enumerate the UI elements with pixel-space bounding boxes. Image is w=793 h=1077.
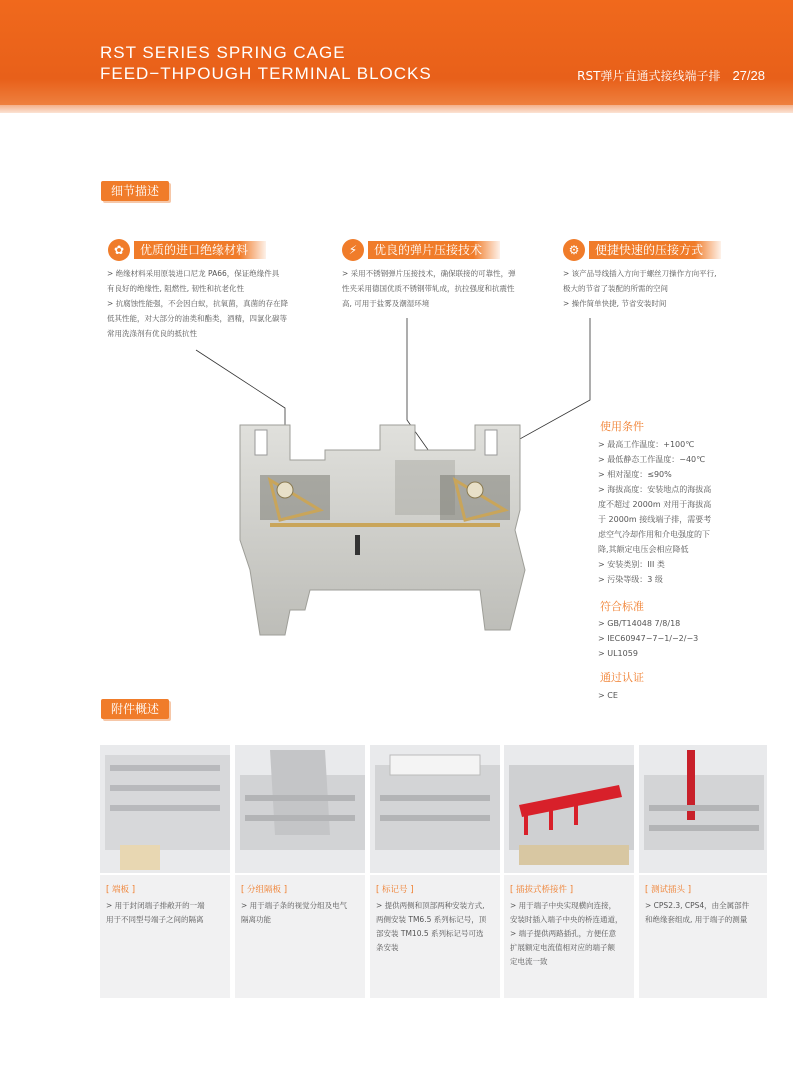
accessory-desc [106,899,224,927]
accessory-title: [ 分组隔板 ] [241,885,288,895]
usage-item: > 海拔高度：安装地点的海拔高 [598,485,712,494]
standards-list [598,616,748,661]
feature-1-line: 有良好的绝缘性, 阻燃性, 韧性和抗老化性 [107,284,245,293]
flame-icon: ✿ [108,239,130,261]
accessory-image-marker [370,745,500,873]
usage-item: 虑空气冷却作用和介电强度的下 [598,530,710,539]
cert-list [598,688,618,703]
accessory-desc [645,899,761,927]
accessory-desc [510,899,628,969]
feature-2-line: > 采用不锈钢弹片压接技术，确保联接的可靠性，弹 [342,269,516,278]
feature-1-line: 常用洗涤剂有优良的抵抗性 [107,329,197,338]
accessory-desc-line: 定电流一致 [510,957,548,966]
accessory-card-test-plug [639,875,767,998]
header-title-line2: FEED−THPOUGH TERMINAL BLOCKS [100,64,432,83]
accessory-title: [ 标记号 ] [376,885,414,895]
accessory-image-end-plate [100,745,230,873]
usage-list [598,437,738,587]
accessory-card-group-separator [235,875,365,998]
accessory-desc [376,899,494,955]
feature-1-title: 优质的进口绝缘材料 [134,241,266,259]
accessory-title: [ 插拔式桥接件 ] [510,885,574,895]
accessory-desc-line: > CPS2.3, CPS4，由全属部件 [645,901,750,910]
accessory-image-test-plug [639,745,767,873]
cert-title: 通过认证 [600,671,644,684]
usage-item: 于 2000m 接线端子排，需要考 [598,515,712,524]
accessory-title: [ 测试插头 ] [645,885,692,895]
standard-item: > GB/T14048 7/8/18 [598,619,681,628]
usage-item: 度不超过 2000m 对用于海拔高 [598,500,712,509]
usage-item: > 最低静态工作温度：−40℃ [598,455,706,464]
cert-item: > CE [598,691,618,700]
accessory-desc-line: 安装时插入端子中央的桥连通道， [510,915,623,924]
accessory-card-end-plate [100,875,230,998]
accessory-desc-line: 用于不同型号端子之间的隔离 [106,915,204,924]
feature-3-title: 便捷快速的压接方式 [589,241,721,259]
page-number: 27/28 [732,68,765,83]
feature-2-line: 高, 可用于盐雾及潮湿环境 [342,299,430,308]
accessory-desc [241,899,359,927]
standards-title: 符合标准 [600,600,644,613]
feature-1-line: > 绝缘材料采用原装进口尼龙 PA66，保证绝缘件具 [107,269,280,278]
accessory-desc-line: 扩展额定电流值相对应的端子额 [510,943,615,952]
accessory-desc-line: > 提供两侧和顶部两种安装方式, [376,901,485,910]
accessory-desc-line: > 用于封闭端子排敞开的一端 [106,901,205,910]
accessory-image-group-separator [235,745,365,873]
accessory-desc-line: > 端子提供两路插孔，方便任意 [510,929,617,938]
standard-item: > UL1059 [598,649,638,658]
accessory-desc-line: 条安装 [376,943,399,952]
usage-item: > 污染等级：3 级 [598,575,663,584]
feature-1-line: > 抗腐蚀性能强，不会因白蚁，抗氧菌，真菌的存在降 [107,299,289,308]
feature-1-line: 低其性能，对大部分的油类和酯类，酒精，四氯化碳等 [107,314,287,323]
accessory-card-bridge [504,875,634,998]
terminal-block-illustration [230,420,530,650]
section-tab-accessories: 附件概述 [101,699,169,719]
accessory-desc-line: > 用于端子中央实现横向连接， [510,901,617,910]
usage-item: > 相对湿度：≤90% [598,470,672,479]
section-tab-detail: 细节描述 [101,181,169,201]
accessory-image-bridge [504,745,634,873]
accessory-desc-line: 隔离功能 [241,915,271,924]
header-subtitle-text: RST弹片直通式接线端子排 [577,69,721,83]
accessory-card-marker [370,875,500,998]
standard-item: > IEC60947−7−1/−2/−3 [598,634,699,643]
screwdriver-icon: ⚙ [563,239,585,261]
accessory-desc-line: > 用于端子条的视觉分组及电气 [241,901,348,910]
feature-3-line: > 该产品导线插入方向于螺丝刀操作方向平行, [563,269,717,278]
header-title-line1: RST SERIES SPRING CAGE [100,43,346,62]
accessory-desc-line: 两侧安装 TM6.5 系列标记号，顶 [376,915,487,924]
usage-item: > 最高工作温度：+100℃ [598,440,695,449]
feature-2-title: 优良的弹片压接技术 [368,241,500,259]
accessory-desc-line: 部安装 TM10.5 系列标记号可选 [376,929,484,938]
spring-clamp-icon: ⚡ [342,239,364,261]
usage-title: 使用条件 [600,420,644,433]
usage-item: > 安装类别：III 类 [598,560,665,569]
usage-item: 降,其额定电压会相应降低 [598,545,689,554]
feature-3-line: > 操作简单快捷, 节省安装时间 [563,299,667,308]
accessory-title: [ 端板 ] [106,885,136,895]
feature-2-line: 性夹采用德国优质不锈钢带轧成，抗拉强度和抗震性 [342,284,515,293]
accessory-desc-line: 和绝缘套组成, 用于端子的测量 [645,915,748,924]
feature-3-line: 极大的节省了装配的所需的空间 [563,284,668,293]
